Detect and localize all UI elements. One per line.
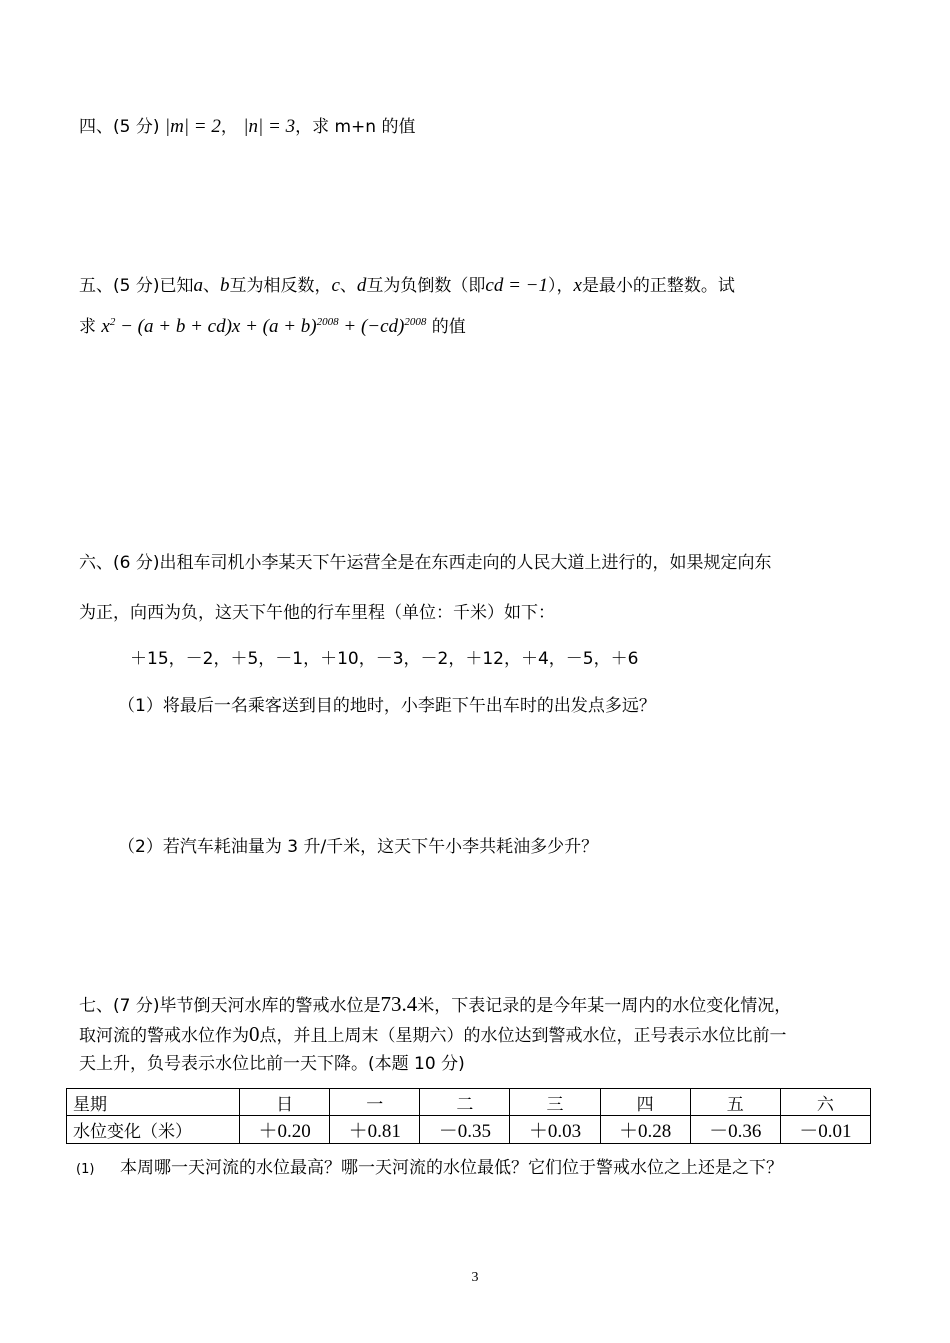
q4-suffix: ，求 m+n 的值 [295, 117, 416, 137]
q7-sub-text: 本周哪一天河流的水位最高？哪一天河流的水位最低？它们位于警戒水位之上还是之下？ [120, 1158, 783, 1178]
q5-expr-part: x [101, 316, 110, 337]
day-cell: 日 [240, 1089, 330, 1116]
q7-sub-number: (1) [76, 1162, 95, 1177]
question-7-sub-1 [76, 1153, 783, 1178]
table-row [67, 1089, 871, 1116]
q5-text: 求 [79, 317, 96, 337]
q5-text: 是最小的正整数。试 [581, 276, 735, 296]
change-cell: ＋0.28 [600, 1116, 690, 1144]
question-7-line-2 [79, 1021, 787, 1047]
q5-var-a: a [193, 275, 203, 296]
q5-text: 互为负倒数（即 [366, 276, 486, 296]
q5-text: 的值 [431, 317, 466, 337]
question-5-line-2 [79, 312, 466, 338]
day-cell: 五 [690, 1089, 780, 1116]
change-cell: ＋0.81 [330, 1116, 420, 1144]
table-row [67, 1116, 871, 1144]
q5-var-b: b [219, 275, 230, 296]
q5-text: 互为相反数， [229, 276, 332, 296]
day-cell: 三 [510, 1089, 600, 1116]
q5-text: 五、(5 分)已知 [79, 276, 194, 296]
q5-exponent: 2008 [404, 316, 427, 328]
row-label: 水位变化（米） [67, 1116, 240, 1144]
water-level-table [66, 1088, 871, 1144]
question-4 [79, 112, 415, 138]
q7-text: 点，并且上周末（星期六）的水位达到警戒水位，正号表示水位比前一 [259, 1026, 787, 1046]
q4-prefix: 四、(5 分) [79, 117, 160, 137]
q5-exponent: 2 [109, 316, 116, 328]
q5-expression [101, 316, 426, 337]
q5-var-c: c [331, 275, 340, 296]
q5-text: 、 [202, 276, 220, 296]
question-7-line-1 [79, 991, 791, 1017]
question-6-mileage: ＋15，－2，＋5，－1，＋10，－3，－2，＋12，＋4，－5，＋6 [130, 649, 639, 669]
change-cell: ＋0.20 [240, 1116, 330, 1144]
question-5-line-1 [79, 271, 735, 297]
day-cell: 一 [330, 1089, 420, 1116]
q5-expr-part: − (a + b + cd)x + (a + b) [115, 316, 317, 337]
q7-text: 取河流的警戒水位作为 [79, 1026, 249, 1046]
change-cell: －0.35 [420, 1116, 510, 1144]
q7-zero: 0 [249, 1022, 260, 1046]
q5-exponent: 2008 [316, 316, 339, 328]
q4-m-abs: |m| = 2 [164, 116, 221, 137]
q5-var-x: x [573, 275, 582, 296]
page-number: 3 [471, 1270, 479, 1285]
day-cell: 四 [600, 1089, 690, 1116]
question-6-line-1: 六、(6 分)出租车司机小李某天下午运营全是在东西走向的人民大道上进行的，如果规定向东 [79, 553, 772, 573]
change-cell: －0.01 [780, 1116, 870, 1144]
change-cell: ＋0.03 [510, 1116, 600, 1144]
question-6-sub-2: （2）若汽车耗油量为 3 升/千米，这天下午小李共耗油多少升？ [118, 837, 599, 857]
q5-text: ）， [548, 276, 574, 296]
q5-expr-part: + (−cd) [338, 316, 405, 337]
q7-text: 米，下表记录的是今年某一周内的水位变化情况， [417, 996, 792, 1016]
q7-text: 七、(7 分)毕节倒天河水库的警戒水位是 [79, 996, 381, 1016]
q4-n-abs: |n| = 3 [243, 116, 296, 137]
q4-sep: ， [220, 117, 238, 137]
question-7-line-3: 天上升，负号表示水位比前一天下降。(本题 10 分) [79, 1054, 465, 1074]
q5-var-d: d [356, 275, 367, 296]
q5-cd-equation: cd = −1 [485, 275, 548, 296]
day-cell: 六 [780, 1089, 870, 1116]
change-cell: －0.36 [690, 1116, 780, 1144]
q5-text: 、 [339, 276, 357, 296]
question-6-line-2: 为正，向西为负，这天下午他的行车里程（单位：千米）如下： [79, 603, 555, 623]
q7-level: 73.4 [380, 992, 418, 1016]
day-cell: 二 [420, 1089, 510, 1116]
question-6-sub-1: （1）将最后一名乘客送到目的地时，小李距下午出车时的出发点多远？ [118, 696, 656, 716]
header-label: 星期 [67, 1089, 240, 1116]
